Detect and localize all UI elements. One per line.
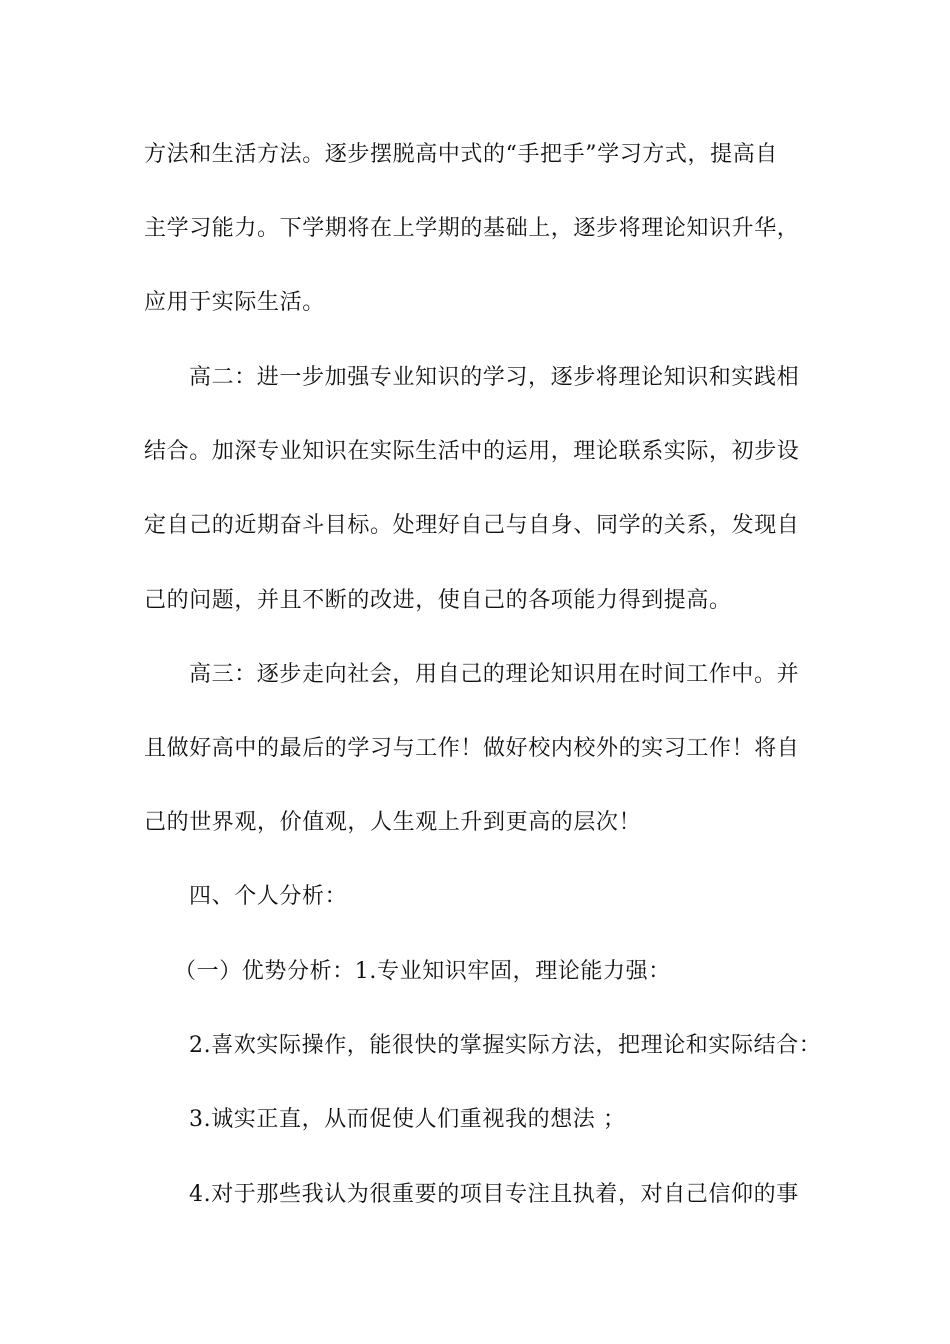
paragraph-line: 方法和生活方法。逐步摆脱高中式的“手把手”学习方式，提高自	[144, 142, 778, 167]
paragraph-line: 己的世界观，价值观，人生观上升到更高的层次！	[144, 810, 642, 835]
paragraph-line: 且做好高中的最后的学习与工作！做好校内校外的实习工作！将自	[144, 736, 800, 761]
paragraph-line: 定自己的近期奋斗目标。处理好自己与自身、同学的关系，发现自	[144, 513, 800, 538]
paragraph-line: 结合。加深专业知识在实际生活中的运用，理论联系实际，初步设	[144, 439, 800, 464]
list-item: 3.诚实正直，从而促使人们重视我的想法 ；	[189, 1107, 626, 1132]
paragraph-line: 己的问题，并且不断的改进，使自己的各项能力得到提高。	[144, 588, 732, 613]
paragraph-line: 应用于实际生活。	[144, 290, 325, 315]
list-item: 4.对于那些我认为很重要的项目专注且执着，对自己信仰的事	[189, 1182, 799, 1207]
list-item: （一）优势分析：1.专业知识牢固，理论能力强：	[174, 959, 671, 984]
section-heading: 四、个人分析：	[189, 884, 348, 909]
list-item: 2.喜欢实际操作，能很快的掌握实际方法，把理论和实际结合：	[189, 1033, 822, 1058]
paragraph-line: 高二：进一步加强专业知识的学习，逐步将理论知识和实践相	[189, 365, 800, 390]
paragraph-line: 高三：逐步走向社会，用自己的理论知识用在时间工作中。并	[189, 662, 800, 687]
paragraph-line: 主学习能力。下学期将在上学期的基础上，逐步将理论知识升华，	[144, 216, 800, 241]
